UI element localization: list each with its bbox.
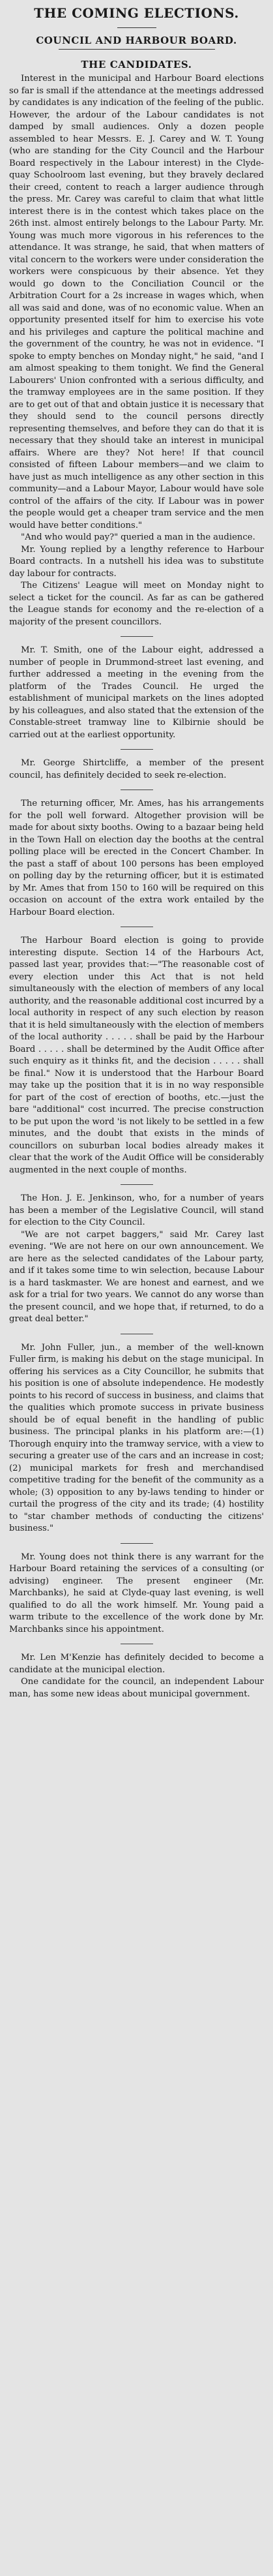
headline-rule — [117, 27, 156, 28]
article-paragraph: Interest in the municipal and Harbour Board elections so far is small if the attendance at the meetings addressed by candidates is any indication of the feeling of the public. However, the ardour of the Labour candidates is not damped by small audiences. Only a dozen people assembled to hear Messrs. E. J. Carey and W. T. Young (who are standing for the City Council and the Harbour Board respectively in the Labour interest) in the Clyde-quay Schoolroom last evening, but they bravely declared their creed, content to reach a larger audience through the press. Mr. Carey was careful to claim that what little interest there is in the contest which takes place on the 26th inst. almost entirely belongs to the Labour Party. Mr. Young was much more vigorous in his references to the attendance. It was strange, he said, that when matters of vital concern to the workers were under consideration the workers were conspicuous by their absence. Yet they would go down to the Conciliation Council or the Arbitration Court for a 2s increase in wages which, when all was said and done, was of no economic value. When an opportunity presented itself for him to exercise his vote and his privileges and capture the political machine and the government of the country, he was not in evidence. "I spoke to empty benches on Monday night," he said, "and I am almost speaking to them tonight. We find the General Labourers' Union confronted with a serious difficulty, and the tramway employees are in the same position. If they are to get out of that and obtain justice it is necessary that they should send to the council persons directly representing themselves, and before they can do that it is necessary that they should take an interest in municipal affairs. Where are they? Not here! If that council consisted of fifteen Labour members—and we claim to have just as much intelligence as any other section in this community—and a Labour Mayor, Labour would have sole control of the affairs of the city. If Labour was in power the people would get a cheaper tram service and the men would have better conditions." — [9, 74, 264, 530]
section-heading: THE CANDIDATES. — [81, 59, 192, 70]
section-divider — [121, 749, 153, 750]
section-divider — [121, 1543, 153, 1544]
article-paragraph: Mr. Young replied by a lengthy reference to Harbour Board contracts. In a nutshell his idea was to substitute day labour for contracts. — [9, 544, 264, 579]
headline: THE COMING ELECTIONS. — [34, 5, 239, 21]
article-paragraph: One candidate for the council, an independent Labour man, has some new ideas about municipal government. — [9, 1677, 264, 1699]
subheading: COUNCIL AND HARBOUR BOARD. — [36, 35, 237, 46]
article-paragraph: Mr. John Fuller, jun., a member of the well-known Fuller firm, is making his debut on the stage municipal. In offering his services as a City Councillor, he submits that his position is one of absolute independence. He modestly points to his record of success in business, and claims that the qualities which promote success in private business should be of equal benefit in the handling of public business. The principal planks in his platform are:—(1) Thorough enquiry into the tramway service, with a view to securing a greater use of the cars and an increase in cost; (2) municipal markets for fresh and merchandised competitive trading for the benefit of the community as a whole; (3) opposition to any by-laws tending to hinder or curtail the progress of the city and its trade; (4) hostility to "star chamber methods of conducting the citizens' business." — [9, 1342, 264, 1533]
article-paragraph: Mr. Len M'Kenzie has definitely decided to become a candidate at the municipal election. — [9, 1653, 264, 1675]
article-paragraph: The Hon. J. E. Jenkinson, who, for a number of years has been a member of the Legislative Council, will stand for election to the City Council. — [9, 1193, 264, 1227]
article-paragraph: "And who would pay?" queried a man in the audience. — [21, 532, 255, 542]
subheading-rule — [59, 49, 215, 50]
article-body — [9, 73, 264, 1700]
section-divider — [121, 1184, 153, 1185]
section-divider — [121, 636, 153, 637]
article-paragraph: Mr. T. Smith, one of the Labour eight, addressed a number of people in Drummond-street last evening, and further addressed a meeting in the evening from the platform of the Trades Council. He urged the establishment of municipal markets on the lines adopted by his colleagues, and also stated that the extension of the Constable-street tramway line to Kilbirnie should be carried out at the earliest opportunity. — [9, 645, 264, 740]
article-paragraph: The Citizens' League will meet on Monday night to select a ticket for the council. As far as can be gathered the League stands for economy and the re-election of a majority of the present councillors. — [9, 581, 264, 627]
article-paragraph: Mr. Young does not think there is any warrant for the Harbour Board retaining the services of a consulting (or advising) engineer. The present engineer (Mr. Marchbanks), he said at Clyde-quay last evening, is well qualified to do all the work himself. Mr. Young paid a warm tribute to the excellence of the work done by Mr. Marchbanks since his appointment. — [9, 1552, 264, 1634]
article-paragraph: "We are not carpet baggers," said Mr. Carey last evening. "We are not here on our own announcement. We are here as the selected candidates of the Labour party, and if it takes some time to win selection, because Labour is a hard taskmaster. We are honest and earnest, and we ask for a trial for two years. We cannot do any worse than the present council, and we hope that, if returned, to do a great deal better." — [9, 1229, 264, 1324]
article-paragraph: The returning officer, Mr. Ames, has his arrangements for the poll well forward. Altogether provision will be made for about sixty booths. Owing to a bazaar being held in the Town Hall on election day the booths at the central polling place will be erected in the Concert Chamber. In the past a staff of about 100 persons has been employed on polling day by the returning officer, but it is estimated by Mr. Ames that from 150 to 160 will be required on this occasion on account of the extra work entailed by the Harbour Board election. — [9, 799, 264, 917]
article-paragraph: Mr. George Shirtcliffe, a member of the present council, has definitely decided to seek re-election. — [9, 758, 264, 780]
article-paragraph: The Harbour Board election is going to provide interesting dispute. Section 14 of the Harbours Act, passed last year, provides that:—"The reasonable cost of every election under this Act that is not held simultaneously with the election of members of any local authority, and the reasonable additional cost incurred by a local authority in respect of any such election by reason that it is held simultaneously with the election of members of the local authority . . . . . shall be paid by the Harbour Board . . . . . shall be determined by the Audit Office after such enquiry as it thinks fit, and the decision . . . . . shall be final." Now it is understood that the Harbour Board may take up the position that it is in no way responsible for part of the cost of erection of booths, etc.—just the bare "additional" cost incurred. The precise construction to be put upon the word 'is not likely to be settled in a few minutes, and the doubt that exists in the minds of councillors on suburban local bodies already makes it clear that the work of the Audit Office will be considerably augmented in the next couple of months. — [9, 936, 264, 1175]
